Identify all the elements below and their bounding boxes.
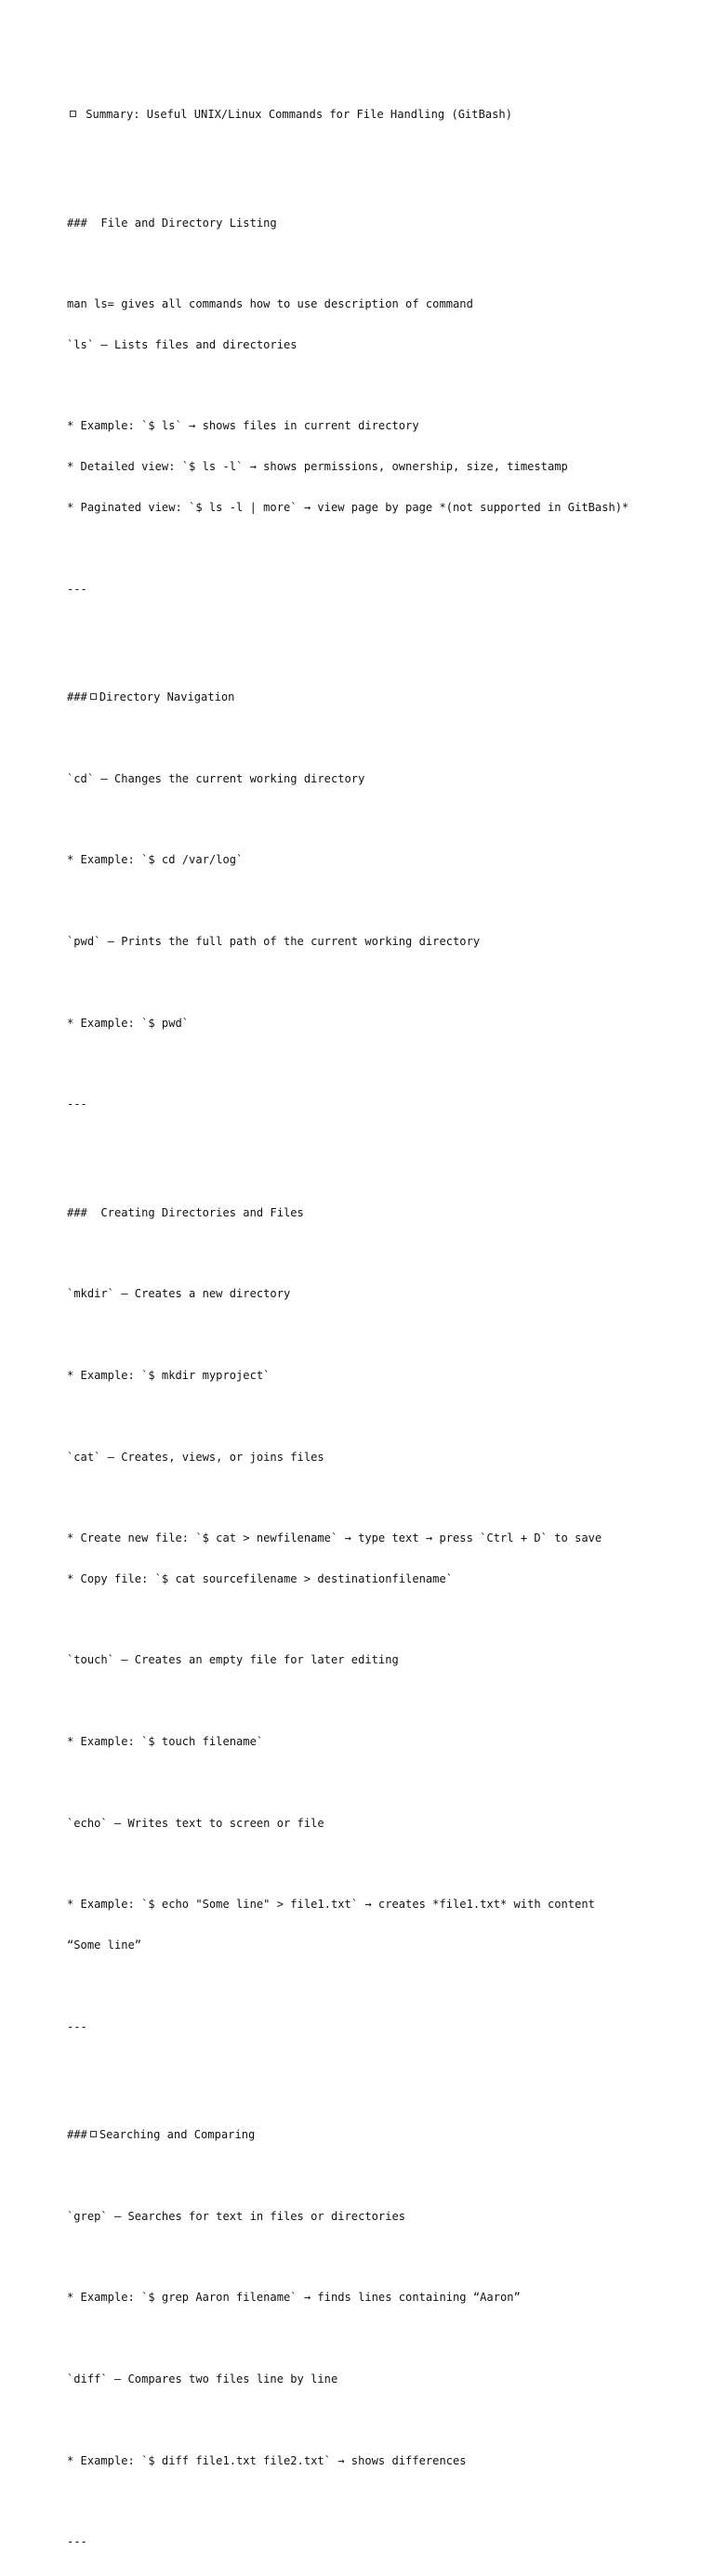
bullet-line: * Example: `$ pwd` (67, 1016, 190, 1030)
heading-prefix: ### (67, 2128, 87, 2142)
heading-prefix: ### (67, 690, 87, 704)
bullet-line: * Example: `$ echo "Some line" > file1.txt` → creates *file1.txt* with content (67, 1898, 595, 1912)
command-description: `cat` — Creates, views, or joins files (67, 1450, 324, 1464)
heading-prefix: ### (67, 216, 87, 230)
document-title (67, 108, 662, 122)
spacer (67, 1410, 662, 1424)
spacer (67, 1776, 662, 1790)
spacer (67, 1491, 662, 1505)
command-description: `pwd` — Prints the full path of the current working directory (67, 935, 481, 948)
command-description: `grep` — Searches for text in files or directories (67, 2209, 406, 2223)
spacer (67, 1138, 662, 1152)
section-heading (67, 1206, 662, 1220)
bullet-line: * Detailed view: `$ ls -l` → shows permissions, ownership, size, timestamp (67, 460, 568, 474)
spacer (67, 2413, 662, 2427)
bullet-line: * Example: `$ diff file1.txt file2.txt` → shows differences (67, 2453, 467, 2467)
command-description: `cd` — Changes the current working directory (67, 771, 365, 785)
spacer (67, 379, 662, 393)
text-line: man ls= gives all commands how to use description of command (67, 297, 473, 311)
separator: --- (67, 2535, 87, 2549)
command-description: `echo` — Writes text to screen or file (67, 1816, 324, 1830)
spacer (67, 1328, 662, 1342)
section-heading (67, 2128, 662, 2142)
command-description: `mkdir` — Creates a new directory (67, 1287, 291, 1301)
section-heading (67, 690, 662, 704)
spacer (67, 2251, 662, 2265)
section-heading (67, 217, 662, 230)
bullet-line: * Copy file: `$ cat sourcefilename > destinationfilename` (67, 1571, 454, 1585)
heading-text: Searching and Comparing (99, 2128, 256, 2142)
box-glyph-icon (70, 111, 76, 117)
bullet-continuation: “Some line” (67, 1938, 142, 1952)
bullet-line: * Example: `$ touch filename` (67, 1735, 264, 1749)
box-glyph-icon (90, 2131, 97, 2137)
bullet-line: * Paginated view: `$ ls -l | more` → view page by page *(not supported in GitBash)* (67, 501, 629, 514)
spacer (67, 149, 662, 163)
spacer (67, 1694, 662, 1708)
bullet-line: * Example: `$ mkdir myproject` (67, 1369, 271, 1382)
document-title-text: Summary: Useful UNIX/Linux Commands for File Handling (GitBash) (86, 107, 512, 121)
separator: --- (67, 2019, 87, 2033)
separator: --- (67, 582, 87, 596)
separator: --- (67, 1097, 87, 1111)
heading-text: File and Directory Listing (100, 216, 277, 230)
spacer (67, 2169, 662, 2183)
spacer (67, 1613, 662, 1627)
text-line: `ls` — Lists files and directories (67, 337, 298, 351)
spacer (67, 731, 662, 745)
document-page (67, 67, 662, 2576)
spacer (67, 2332, 662, 2346)
spacer (67, 1247, 662, 1261)
spacer (67, 1857, 662, 1871)
spacer (67, 2494, 662, 2508)
spacer (67, 2060, 662, 2074)
heading-text: Creating Directories and Files (100, 1205, 304, 1219)
command-description: `diff` — Compares two files line by line (67, 2372, 338, 2385)
spacer (67, 976, 662, 990)
spacer (67, 542, 662, 556)
bullet-line: * Example: `$ ls` → shows files in current directory (67, 419, 419, 433)
bullet-line: * Create new file: `$ cat > newfilename` → type text → press `Ctrl + D` to save (67, 1531, 602, 1545)
heading-text: Directory Navigation (99, 690, 235, 704)
spacer (67, 1979, 662, 1993)
box-glyph-icon (90, 693, 97, 700)
spacer (67, 1057, 662, 1071)
heading-prefix: ### (67, 1205, 87, 1219)
spacer (67, 623, 662, 637)
command-description: `touch` — Creates an empty file for later editing (67, 1653, 399, 1667)
spacer (67, 894, 662, 908)
bullet-line: * Example: `$ grep Aaron filename` → finds lines containing “Aaron” (67, 2291, 521, 2305)
spacer (67, 256, 662, 270)
spacer (67, 813, 662, 827)
bullet-line: * Example: `$ cd /var/log` (67, 853, 244, 867)
